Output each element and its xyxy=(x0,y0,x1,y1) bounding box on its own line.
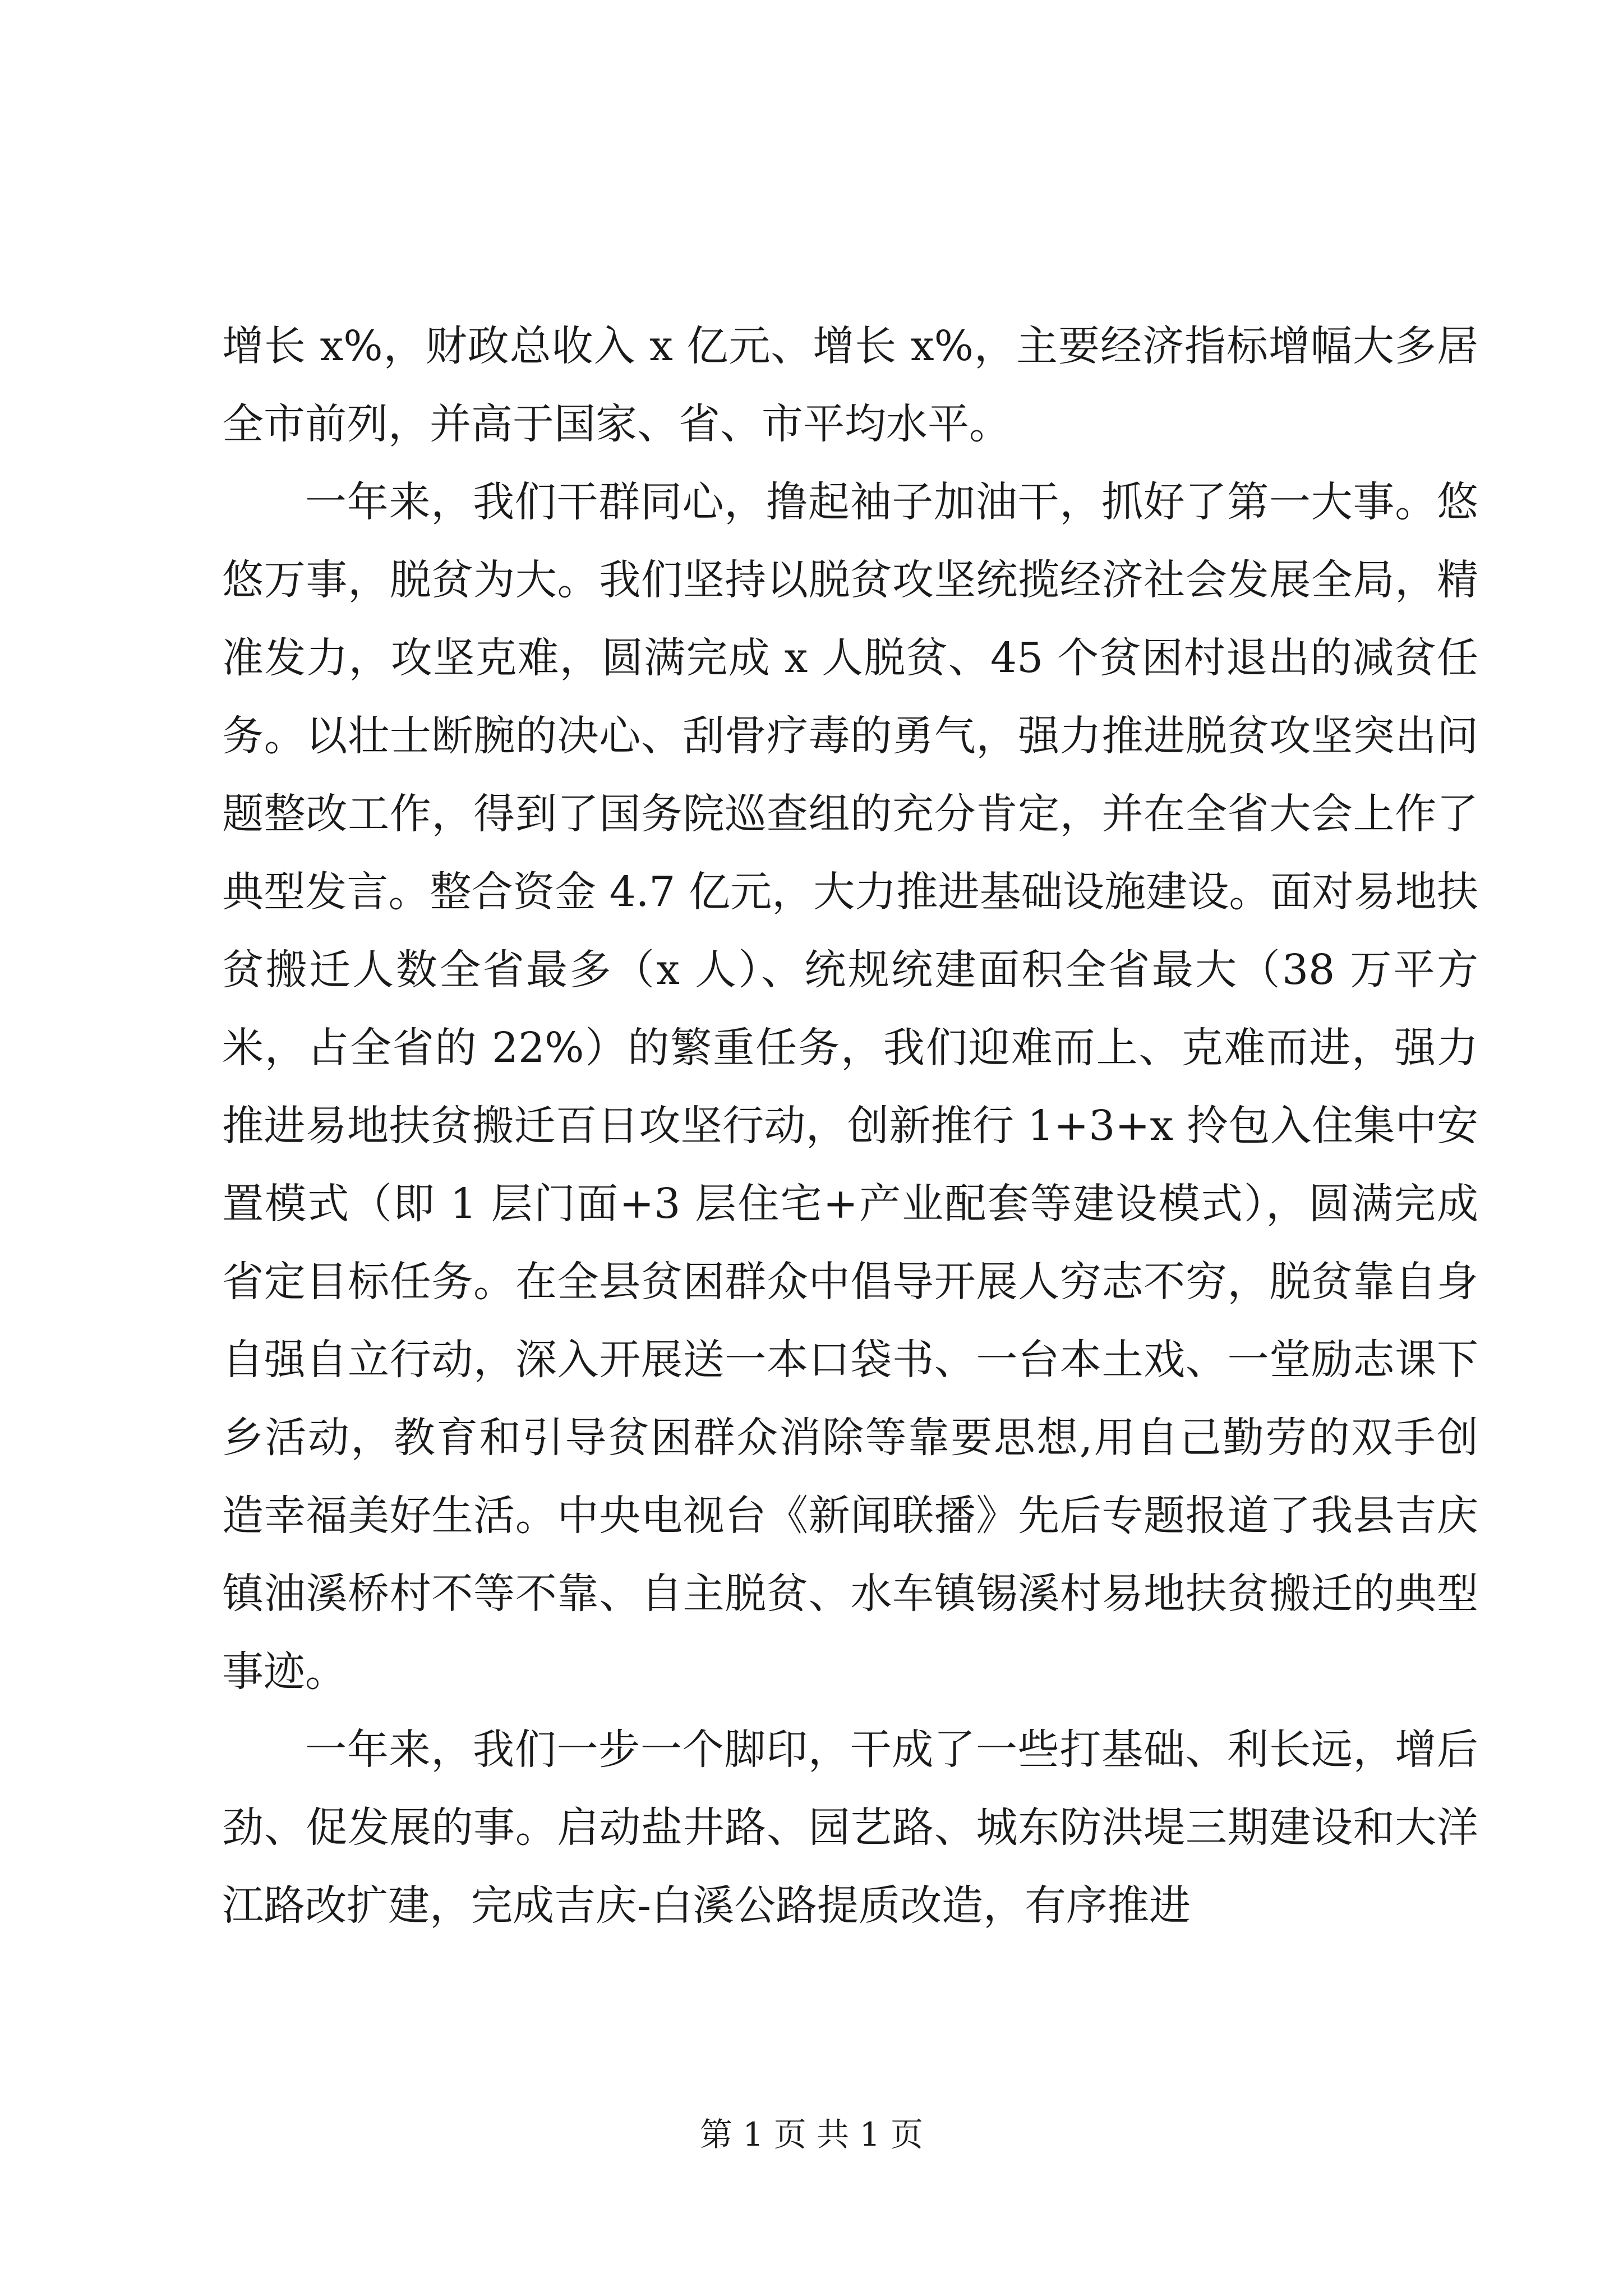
paragraph-1: 增长 x%，财政总收入 x 亿元、增长 x%，主要经济指标增幅大多居全市前列，并高于国家、省、市平均水平。 xyxy=(222,322,1478,448)
document-body xyxy=(222,307,1478,1945)
paragraph-2: 一年来，我们干群同心，撸起袖子加油干，抓好了第一大事。悠悠万事，脱贫为大。我们坚持以脱贫攻坚统揽经济社会发展全局，精准发力，攻坚克难，圆满完成 x 人脱贫、45 个贫困村退出的减贫任务。以壮士断腕的决心、刮骨疗毒的勇气，强力推进脱贫攻坚突出问题整改工作，得到了国务院巡查组的充分肯定，并在全省大会上作了典型发言。整合资金 4.7 亿元，大力推进基础设施建设。面对易地扶贫搬迁人数全省最多（x 人）、统规统建面积全省最大（38 万平方米，占全省的 22%）的繁重任务，我们迎难而上、克难而进，强力推进易地扶贫搬迁百日攻坚行动，创新推行 1+3+x 拎包入住集中安置模式（即 1 层门面+3 层住宅+产业配套等建设模式），圆满完成省定目标任务。在全县贫困群众中倡导开展人穷志不穷，脱贫靠自身自强自立行动，深入开展送一本口袋书、一台本土戏、一堂励志课下乡活动，教育和引导贫困群众消除等靠要思想,用自己勤劳的双手创造幸福美好生活。中央电视台《新闻联播》先后专题报道了我县吉庆镇油溪桥村不等不靠、自主脱贫、水车镇锡溪村易地扶贫搬迁的典型事迹。 xyxy=(222,478,1478,1696)
page-footer: 第 1 页 共 1 页 xyxy=(700,2115,923,2154)
paragraph-3: 一年来，我们一步一个脚印，干成了一些打基础、利长远，增后劲、促发展的事。启动盐井路、园艺路、城东防洪堤三期建设和大洋江路改扩建，完成吉庆-白溪公路提质改造，有序推进 xyxy=(222,1726,1478,1930)
